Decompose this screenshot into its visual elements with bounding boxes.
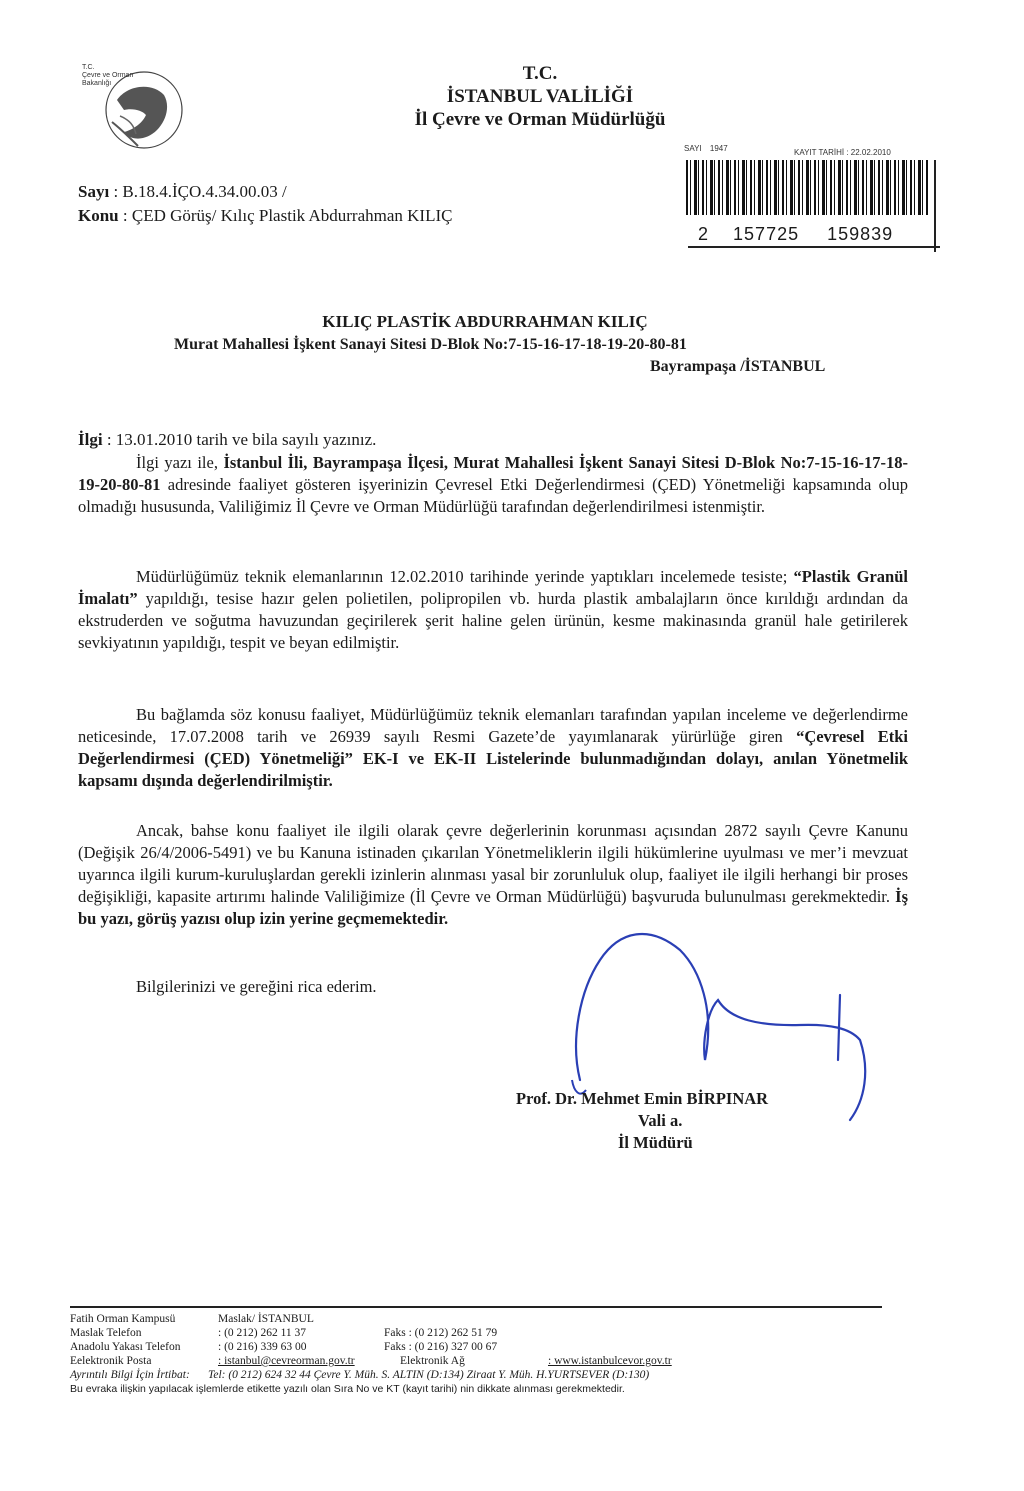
footer-email-label: Eelektronik Posta <box>70 1355 152 1367</box>
footer-web-link[interactable]: : www.istanbulcevor.gov.tr <box>548 1355 672 1367</box>
header-valilik: İSTANBUL VALİLİĞİ <box>446 86 634 107</box>
footer-row-3 <box>70 1340 950 1354</box>
addressee-address: Murat Mahallesi İşkent Sanayi Sitesi D-Blok No:7-15-16-17-18-19-20-80-81 <box>174 336 687 353</box>
ilgi-text: : 13.01.2010 tarih ve bila sayılı yazınız. <box>106 430 377 449</box>
header-tc: T.C. <box>522 63 558 84</box>
p4-notice-bold: İş bu yazı, görüş yazısı olup izin yerine geçmemektedir. <box>78 887 908 928</box>
p2-text-a: Müdürlüğümüz teknik elemanlarının 12.02.2010 tarihinde yerinde yaptıkları incelemede tesiste; <box>136 567 794 586</box>
p2-text-c: yapıldığı, tesise hazır gelen polietilen, polipropilen vb. hurda plastik ambalajların önce kırıldığı ardından da ekstruderden ve soğutma havuzundan geçirilerek şerit haline gelen ürünün, kesme makinasında granül hale getirilerek sevkiyatının yapıldığı, tespit ve beyan edilmiştir. <box>78 589 908 652</box>
stamp-sayi-label: SAYI <box>684 144 702 153</box>
ilgi-label: İlgi <box>78 430 103 449</box>
footer-maslak-phone: : (0 212) 262 11 37 <box>218 1327 307 1339</box>
stamp-kayit-label: KAYIT TARİHİ <box>794 148 845 157</box>
header-mudurluk: İl Çevre ve Orman Müdürlüğü <box>414 109 666 130</box>
footer-row-6 <box>70 1382 950 1396</box>
barcode <box>686 160 930 215</box>
paragraph-4 <box>78 820 908 930</box>
footer-campus: Fatih Orman Kampusü <box>70 1313 176 1325</box>
footer-web-label: Elektronik Ağ <box>400 1355 465 1367</box>
footer-anadolu-fax: Faks : (0 216) 327 00 67 <box>384 1341 498 1353</box>
stamp-right-border <box>934 160 936 252</box>
footer-divider <box>70 1306 882 1308</box>
p3-regulation-bold: “Çevresel Etki Değerlendirmesi (ÇED) Yönetmeliği” EK-I ve EK-II Listelerinde bulunmadığından dolayı, anılan Yönetmelik kapsamı dışında değerlendirilmiştir. <box>78 727 908 790</box>
sayi-value: : B.18.4.İÇO.4.34.00.03 / <box>113 182 287 201</box>
ilgi-line <box>78 430 376 450</box>
logo-text <box>82 64 133 88</box>
stamp-num-2: 157725 <box>733 224 800 244</box>
reference-block <box>78 180 452 228</box>
addressee-district: Bayrampaşa /İSTANBUL <box>650 358 826 375</box>
sayi-line <box>78 180 452 204</box>
stamp-num-3: 159839 <box>827 224 894 244</box>
footer-row-4 <box>70 1354 950 1368</box>
signatory-title-2: İl Müdürü <box>618 1133 693 1152</box>
stamp-numbers <box>698 224 893 245</box>
p1-text-a: İlgi yazı ile, <box>136 453 224 472</box>
signatory-title-1: Vali a. <box>638 1111 683 1130</box>
paragraph-2 <box>78 566 908 654</box>
footer-notice: Bu evraka ilişkin yapılacak işlemlerde etikette yazılı olan Sıra No ve KT (kayıt tarihi) nin dikkate alınması gerekmektedir. <box>70 1383 625 1395</box>
footer-row-5 <box>70 1368 950 1382</box>
konu-value: : ÇED Görüş/ Kılıç Plastik Abdurrahman KILIÇ <box>122 206 453 225</box>
footer-maslak-label: Maslak Telefon <box>70 1327 142 1339</box>
stamp-kayit-value: 22.02.2010 <box>850 148 891 157</box>
p3-text-a: Bu bağlamda söz konusu faaliyet, Müdürlüğümüz teknik elemanları tarafından yapılan inceleme ve değerlendirme neticesinde, 17.07.2008 tarih ve 26939 sayılı Resmi Gazete’de yayımlanarak yürürlüğe giren <box>78 705 908 746</box>
p4-text-a: Ancak, bahse konu faaliyet ile ilgili olarak çevre değerlerinin korunması açısından 2872 sayılı Çevre Kanunu (Değişik 26/4/2006-5491) ve bu Kanuna istinaden çıkarılan Yönetmeliklerin ilgili hükümlerine uyulması ve mer’i mevzuat uyarınca ilgili kurum-kuruluşlardan gerekli izinlerin alınması yasal bir zorunluluk olup, faaliyet ile ilgili herhangi bir proses değişikliği, kapasite artırımı halinde Valiliğimize (İl Çevre ve Orman Müdürlüğü) başvuruda bulunulması gerekmektedir. <box>78 821 908 906</box>
p2-activity-bold: “Plastik Granül İmalatı” <box>78 567 908 608</box>
footer-city: Maslak/ İSTANBUL <box>218 1313 314 1325</box>
footer-anadolu-phone: : (0 216) 339 63 00 <box>218 1341 307 1353</box>
p1-address-bold: İstanbul İli, Bayrampaşa İlçesi, Murat Mahallesi İşkent Sanayi Sitesi D-Blok No:7-15-16-17-18-19-20-80-81 <box>78 453 909 494</box>
logo-line-1: T.C. <box>82 64 95 71</box>
footer-email-link[interactable]: : istanbul@cevreorman.gov.tr <box>218 1355 355 1367</box>
footer-contact-label: Ayrıntılı Bilgi İçin İrtibat: <box>70 1369 190 1381</box>
logo-line-3: Bakanlığı <box>82 80 112 87</box>
paragraph-3 <box>78 704 908 792</box>
logo-line-2: Çevre ve Orman <box>82 72 134 79</box>
footer-maslak-fax: Faks : (0 212) 262 51 79 <box>384 1327 498 1339</box>
footer <box>70 1312 950 1396</box>
footer-anadolu-label: Anadolu Yakası Telefon <box>70 1341 181 1353</box>
stamp-underline <box>688 246 940 248</box>
footer-contact-text: Tel: (0 212) 624 32 44 Çevre Y. Müh. S. ALTIN (D:134) Ziraat Y. Müh. H.YURTSEVER (D:130) <box>208 1369 650 1381</box>
footer-row-2 <box>70 1326 950 1340</box>
registration-stamp: SAYI 1947 KAYIT TARİHİ : 22.02.2010 2 157725 159839 <box>678 140 940 258</box>
stamp-sayi-value: 1947 <box>709 144 728 153</box>
stamp-num-1: 2 <box>698 224 710 244</box>
letterhead <box>300 62 780 131</box>
paragraph-1 <box>78 452 908 518</box>
paragraph-5: Bilgilerinizi ve gereğini rica ederim. <box>136 977 377 996</box>
footer-row-1 <box>70 1312 950 1326</box>
signature-block <box>516 1088 836 1154</box>
signatory-name: Prof. Dr. Mehmet Emin BİRPINAR <box>516 1089 769 1108</box>
konu-line <box>78 204 452 228</box>
addressee-name: KILIÇ PLASTİK ABDURRAHMAN KILIÇ <box>322 312 648 331</box>
p1-text-c: adresinde faaliyet gösteren işyerinizin Çevresel Etki Değerlendirmesi (ÇED) Yönetmeliği kapsamında olup olmadığı hususunda, Valiliğimiz İl Çevre ve Orman Müdürlüğü tarafından değerlendirilmesi istenmiştir. <box>78 475 908 516</box>
sayi-label: Sayı <box>78 182 110 201</box>
konu-label: Konu <box>78 206 119 225</box>
